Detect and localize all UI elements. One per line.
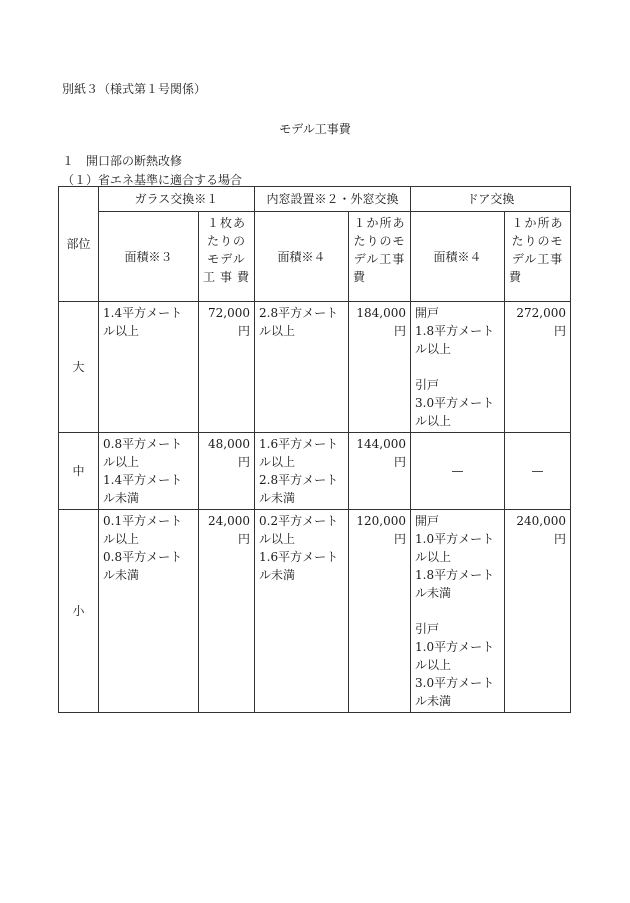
glass-cost-cell: 48,000円 [199,433,255,510]
table-row [59,433,571,510]
window-cost-cell: 120,000円 [349,510,411,713]
glass-cost-cell: 72,000円 [199,302,255,433]
annex-label: 別紙３（様式第１号関係） [62,82,207,96]
glass-area-cell: 1.4平方メートル以上 [99,302,199,433]
part-header: 部位 [59,187,99,302]
subsection-heading: （１）省エネ基準に適合する場合 [62,173,243,187]
glass-exchange-header: ガラス交換※１ [99,187,255,212]
window-cost-cell: 184,000円 [349,302,411,433]
part-cell: 小 [59,510,99,713]
door-area-cell [411,302,505,433]
model-cost-table [58,186,571,713]
door-gap [415,602,500,620]
window-area-cell: 2.8平方メートル以上 [255,302,349,433]
glass-cost-cell: 24,000円 [199,510,255,713]
door-open-area: 1.0平方メートル以上 1.8平方メートル未満 [415,532,495,600]
door-open-label: 開戸 [415,514,440,528]
window-install-header: 内窓設置※２・外窓交換 [255,187,411,212]
section-heading: １ 開口部の断熱改修 [62,154,183,168]
door-open-label: 開戸 [415,306,440,320]
door-area-header: 面積※４ [411,212,505,302]
glass-area-cell: 0.8平方メートル以上 1.4平方メートル未満 [99,433,199,510]
glass-cost-header: １枚あたりのモデル工事費 [199,212,255,302]
door-area-cell [411,510,505,713]
door-gap [415,358,500,376]
glass-area-cell: 0.1平方メートル以上 0.8平方メートル未満 [99,510,199,713]
window-area-cell: 1.6平方メートル以上 2.8平方メートル未満 [255,433,349,510]
door-slide-area: 1.0平方メートル以上 3.0平方メートル未満 [415,640,495,708]
door-cost-header: １か所あたりのモデル工事費 [505,212,571,302]
window-area-cell: 0.2平方メートル以上 1.6平方メートル未満 [255,510,349,713]
glass-area-header: 面積※３ [99,212,199,302]
page-title: モデル工事費 [279,122,351,136]
door-exchange-header: ドア交換 [411,187,571,212]
window-cost-cell: 144,000円 [349,433,411,510]
window-area-header: 面積※４ [255,212,349,302]
door-slide-label: 引戸 [415,378,440,392]
door-slide-label: 引戸 [415,622,440,636]
door-slide-area: 3.0平方メートル以上 [415,396,495,428]
part-cell: 中 [59,433,99,510]
door-cost-cell: 272,000円 [505,302,571,433]
door-area-cell: — [411,433,505,510]
table-row [59,302,571,433]
door-open-area: 1.8平方メートル以上 [415,324,495,356]
part-cell: 大 [59,302,99,433]
window-cost-header: １か所あたりのモデル工事費 [349,212,411,302]
door-cost-cell: 240,000円 [505,510,571,713]
door-cost-cell: — [505,433,571,510]
table-row [59,510,571,713]
